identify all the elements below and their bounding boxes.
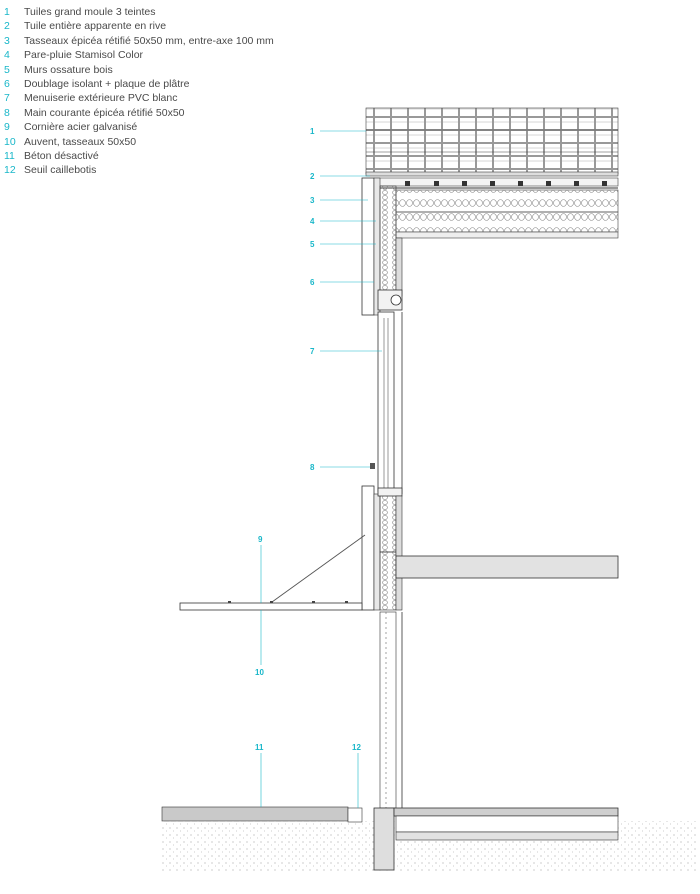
legend-number: 9 [4, 121, 10, 134]
ground-floor-wall [380, 612, 402, 808]
callout-9: 9 [258, 535, 263, 544]
roof-battens [374, 178, 618, 188]
legend-number: 6 [4, 77, 10, 90]
callout-6: 6 [310, 278, 315, 287]
floor-slab [396, 556, 618, 578]
legend-number: 7 [4, 92, 10, 105]
legend-text: Auvent, tasseaux 50x50 [24, 135, 137, 148]
callout-7: 7 [310, 347, 315, 356]
legend-text: Cornière acier galvanisé [24, 121, 138, 134]
legend-text: Tuile entière apparente en rive [24, 20, 167, 33]
legend-text: Main courante épicéa rétifié 50x50 [24, 106, 185, 119]
legend-text: Murs ossature bois [24, 63, 113, 76]
callout-5: 5 [310, 240, 315, 249]
upper-wall [362, 178, 402, 315]
callout-2: 2 [310, 172, 315, 181]
legend-number: 5 [4, 63, 10, 76]
canopy [180, 535, 365, 610]
legend-text: Doublage isolant + plaque de plâtre [24, 77, 190, 90]
legend-number: 2 [4, 20, 10, 33]
legend-text: Tuiles grand moule 3 teintes [24, 6, 156, 18]
roof-insulation [396, 190, 618, 238]
legend-number: 4 [4, 49, 10, 62]
callout-3: 3 [310, 196, 315, 205]
legend-text: Pare-pluie Stamisol Color [24, 49, 144, 62]
callout-12: 12 [352, 743, 361, 752]
legend-text: Seuil caillebotis [24, 164, 97, 177]
callout-11: 11 [255, 743, 264, 752]
legend-number: 12 [4, 164, 16, 177]
callout-4: 4 [310, 217, 315, 226]
callout-10: 10 [255, 668, 264, 677]
legend-text: Béton désactivé [24, 149, 99, 162]
legend-number: 11 [4, 149, 15, 162]
legend-number: 8 [4, 106, 10, 119]
callout-8: 8 [310, 463, 315, 472]
window-frame [370, 312, 402, 494]
legend-number: 3 [4, 34, 10, 47]
ground [162, 807, 698, 871]
legend-number: 1 [4, 6, 10, 18]
legend-text: Tasseaux épicéa rétifié 50x50 mm, entre-axe 100 mm [24, 34, 274, 47]
roof-tiles [366, 108, 618, 176]
legend-text: Menuiserie extérieure PVC blanc [24, 92, 178, 105]
lower-wall [362, 486, 402, 610]
legend-number: 10 [4, 135, 16, 148]
callout-1: 1 [310, 127, 315, 136]
